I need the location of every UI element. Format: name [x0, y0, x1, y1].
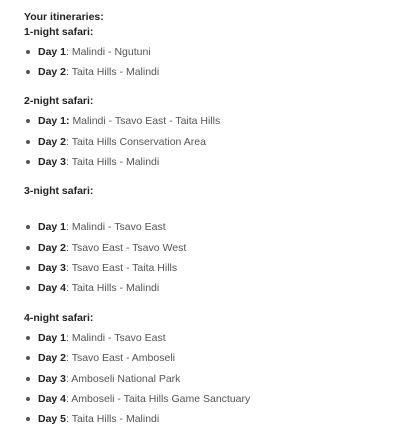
route-text: Tsavo East - Amboseli — [71, 352, 175, 364]
day-label: Day 3 — [38, 373, 67, 385]
day-label: Day 2 — [38, 136, 67, 148]
section-heading-2-night: 2-night safari: — [24, 95, 94, 107]
itineraries-title: Your itineraries: — [24, 11, 104, 23]
list-item: Day 1: Malindi - Ngutuni — [38, 45, 151, 59]
day-label: Day 5 — [38, 413, 67, 425]
bullet-icon — [26, 417, 30, 421]
route-text: Tsavo East - Taita Hills — [71, 262, 178, 274]
list-item: Day 2: Taita Hills Conservation Area — [38, 135, 206, 149]
day-label: Day 4 — [38, 282, 67, 294]
day-label: Day 1 — [38, 46, 67, 58]
section-heading-1-night: 1-night safari: — [24, 26, 94, 38]
list-item: Day 3: Taita Hills - Malindi — [38, 155, 159, 169]
route-text: Taita Hills - Malindi — [71, 66, 160, 78]
list-item: Day 4: Amboseli - Taita Hills Game Sanctuary — [38, 392, 250, 406]
day-label: Day 1 — [38, 332, 67, 344]
day-label: Day 2 — [38, 66, 67, 78]
bullet-icon — [26, 119, 30, 123]
bullet-icon — [26, 266, 30, 270]
day-label: Day 3 — [38, 156, 67, 168]
route-text: Malindi - Tsavo East - Taita Hills — [72, 115, 221, 127]
bullet-icon — [26, 70, 30, 74]
list-item: Day 2: Tsavo East - Amboseli — [38, 351, 175, 365]
bullet-icon — [26, 286, 30, 290]
list-item: Day 1: Malindi - Tsavo East — [38, 220, 166, 234]
bullet-icon — [26, 160, 30, 164]
list-item: Day 3: Tsavo East - Taita Hills — [38, 261, 177, 275]
bullet-icon — [26, 246, 30, 250]
list-item: Day 5: Taita Hills - Malindi — [38, 412, 159, 426]
bullet-icon — [26, 336, 30, 340]
route-text: Taita Hills Conservation Area — [71, 136, 206, 148]
day-label: Day 2 — [38, 242, 67, 254]
bullet-icon — [26, 225, 30, 229]
section-heading-4-night: 4-night safari: — [24, 312, 94, 324]
bullet-icon — [26, 356, 30, 360]
route-text: Taita Hills - Malindi — [71, 282, 160, 294]
day-label: Day 1 — [38, 221, 67, 233]
list-item: Day 1: Malindi - Tsavo East — [38, 331, 166, 345]
route-text: Amboseli - Taita Hills Game Sanctuary — [71, 393, 251, 405]
day-label: Day 4 — [38, 393, 67, 405]
bullet-icon — [26, 140, 30, 144]
route-text: Tsavo East - Tsavo West — [71, 242, 187, 254]
day-label: Day 1: — [38, 115, 70, 127]
route-text: Taita Hills - Malindi — [71, 413, 160, 425]
bullet-icon — [26, 397, 30, 401]
section-heading-3-night: 3-night safari: — [24, 185, 94, 197]
list-item: Day 2: Tsavo East - Tsavo West — [38, 241, 186, 255]
route-text: Malindi - Ngutuni — [71, 46, 151, 58]
day-label: Day 3 — [38, 262, 67, 274]
list-item: Day 2: Taita Hills - Malindi — [38, 65, 159, 79]
day-label: Day 2 — [38, 352, 67, 364]
list-item: Day 4: Taita Hills - Malindi — [38, 281, 159, 295]
route-text: Malindi - Tsavo East — [71, 221, 166, 233]
bullet-icon — [26, 377, 30, 381]
bullet-icon — [26, 50, 30, 54]
route-text: Malindi - Tsavo East — [71, 332, 166, 344]
route-text: Taita Hills - Malindi — [71, 156, 160, 168]
list-item — [38, 114, 220, 128]
list-item: Day 3: Amboseli National Park — [38, 372, 180, 386]
route-text: Amboseli National Park — [71, 373, 181, 385]
